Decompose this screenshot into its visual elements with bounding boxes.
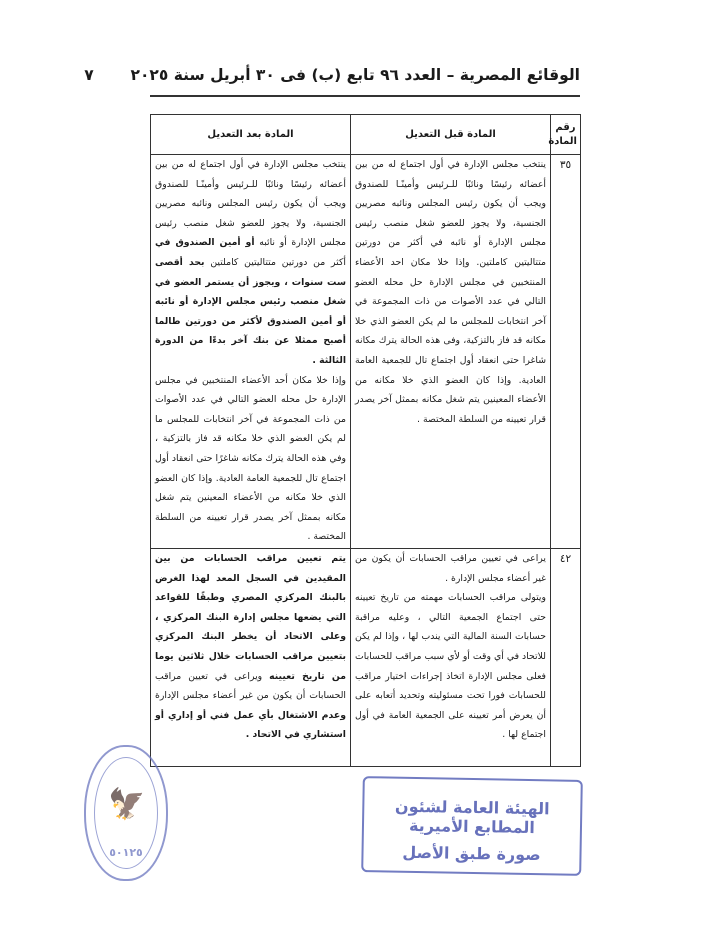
page-header xyxy=(84,66,580,84)
amendments-table xyxy=(150,114,581,767)
page-number: ٧ xyxy=(84,66,94,84)
article-text-before xyxy=(351,155,551,549)
paragraph: وإذا خلا مكان أحد الأعضاء المنتخبين في مجلس الإدارة حل محله العضو التالي في عدد الأصوات من ذات المجموعة في آخر انتخابات للمجلس ما لم يكن العضو الذي خلا مكانه قد فاز بالتزكية ، وفي هذه الحالة يترك مكانه شاغرًا حتى انعقاد أول اجتماع تال للجمعية العامة العادية. وإذا كان العضو الذي خلا مكانه من الأعضاء المعينين يتم شغل مكانه بممثل آخر يصدر قرار تعيينه من السلطة المختصة . xyxy=(155,374,346,543)
paragraph: ويتولى مراقب الحسابات مهمته من تاريخ تعيينه حتى اجتماع الجمعية التالي ، وعليه مراقبة حسابات السنة المالية التي يندب لها ، وإذا لم يكن للاتحاد في أي وقت أو لأي سبب مراقب للحسابات فعلى مجلس الإدارة اتخاذ إجراءات اختيار مراقب للحسابات فورا تحت مسئوليته وتحديد أتعابه على أن يعرض أمر تعيينه على الجمعية العامة في أول اجتماع لها . xyxy=(355,592,546,741)
text-run: ويراعى في تعيين مراقب الحسابات أن يكون من غير أعضاء مجلس الإدارة xyxy=(155,670,346,702)
amended-text: أو أمين الصندوق في xyxy=(155,237,255,249)
article-number: ٣٥ xyxy=(551,155,581,549)
header-before: المادة قبل التعديل xyxy=(351,115,551,155)
paragraph: يراعى في تعيين مراقب الحسابات أن يكون من غير أعضاء مجلس الإدارة . xyxy=(355,553,546,584)
round-seal-stamp xyxy=(84,745,168,881)
certification-stamp xyxy=(361,776,583,876)
article-text-before xyxy=(351,549,551,767)
header-title: الوقائع المصرية – العدد ٩٦ تابع (ب) فى ٣٠ أبريل سنة ٢٠٢٥ xyxy=(130,66,580,84)
stamp-line-1: الهيئة العامة لشئون المطابع الأميرية xyxy=(394,796,550,838)
article-number: ٤٢ xyxy=(551,549,581,767)
paragraph xyxy=(155,155,346,371)
paragraph xyxy=(155,549,346,745)
table-row xyxy=(151,155,581,549)
text-run: ينتخب مجلس الإدارة في أول اجتماع له من بين أعضائه رئيسًا ونائبًا للـرئيس وأمينًـا للصندوق ويجب أن يكون رئيس المجلس ونائبه مصريين الجنسية، ولا يجوز للعضو شغل منصب رئيس مجلس الإدارة أو نائبه xyxy=(155,159,346,249)
text-run: أكثر من دورتين متتاليتين كاملتين xyxy=(210,256,346,268)
amended-text: بحد أقصى ست سنوات ، ويجوز أن يستمر العضو في شغل منصب رئيس مجلس الإدارة أو نائبه أو أمين الصندوق لأكثر من دورتين طالما أصبح ممثلا عن بنك آخر بدءًا من الدورة الثالثة . xyxy=(155,256,346,366)
eagle-emblem-icon: 🦅 xyxy=(108,787,146,822)
seal-code: ٥٠١٢٥ xyxy=(109,846,143,859)
paragraph: ينتخب مجلس الإدارة في أول اجتماع له من بين أعضائه رئيسًا ونائبًا للـرئيس وأمينًـا للصندوق ويجب أن يكون رئيس المجلس ونائبه مصريين الجنسية، ولا يجوز للعضو شغل منصب رئيس مجلس الإدارة أو نائبه في أكثر من دورتين متتاليتين كاملتين. وإذا خلا مكان احد الأعضاء المنتخبين في مجلس الإدارة حل محله العضو التالي في عدد الأصوات من ذات المجموعة في آخر انتخابات للمجلس ما لم يكن العضو الذي خلا مكانه قد فاز بالتزكية، وفى هذه الحالة يترك مكانه شاغرا حتى انعقاد أول اجتماع تال للجمعية العامة العادية. وإذا كان العضو الذي خلا مكانه من الأعضاء المعينين يتم شغل مكانه بممثل آخر يصدر قرار تعيينه من السلطة المختصة . xyxy=(355,159,546,425)
article-text-after xyxy=(151,549,351,767)
article-text-after xyxy=(151,155,351,549)
table-row xyxy=(151,549,581,767)
header-after: المادة بعد التعديل xyxy=(151,115,351,155)
table-header-row xyxy=(151,115,581,155)
header-rule xyxy=(150,95,580,97)
amended-text: وعدم الاشتغال بأي عمل فني أو إداري أو استشاري في الاتحاد . xyxy=(155,709,346,741)
header-article-number: رقم المادة xyxy=(551,115,581,155)
amended-text: يتم تعيين مراقب الحسابات من بين المقيدين في السجل المعد لهذا الغرض بالبنك المركزي المصري وطبقًا للقواعد التي يضعها مجلس إدارة البنك المركزي ، وعلى الاتحاد أن يخطر البنك المركزي بتعيين مراقب الحسابات خلال ثلاثين يوما من تاريخ تعيينه xyxy=(155,553,346,682)
stamp-line-2: صورة طبق الأصل xyxy=(402,842,541,865)
